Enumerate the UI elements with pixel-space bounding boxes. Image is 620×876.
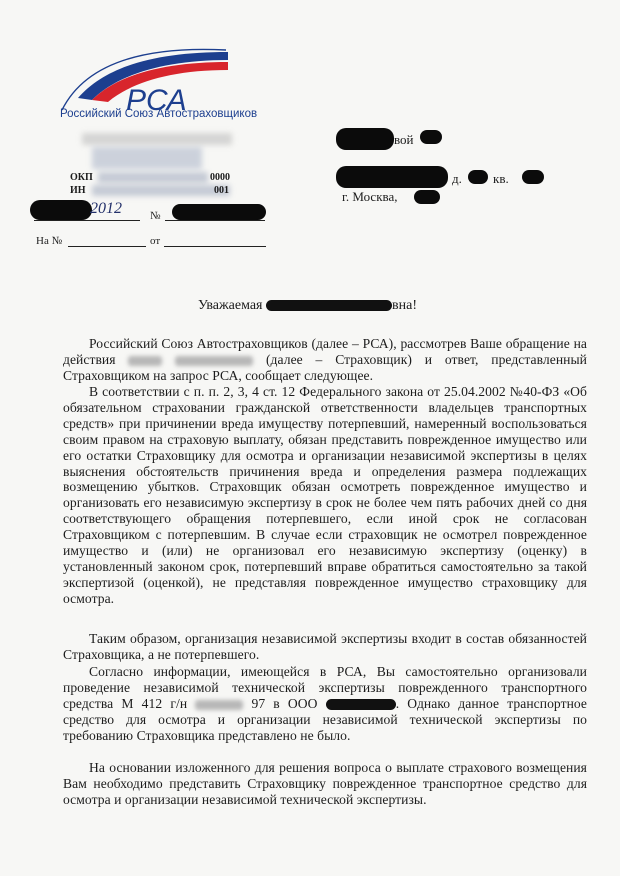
paragraph-4 xyxy=(63,664,587,744)
p1-part-1: Российский Союз Автостраховщиков (далее – РСА), рассмотрев Ваше обращение на действия xyxy=(63,336,587,367)
greeting xyxy=(198,298,417,314)
okpo-label: ОКП xyxy=(70,172,93,183)
reply-number-label: На № xyxy=(36,235,63,247)
p4-part-3: . Однако данное транспортное средство для осмотра и организации независимой технической экспертизы по требованию Страховщика представлено не было. xyxy=(63,695,587,743)
company-redaction xyxy=(326,699,396,710)
paragraph-3: Таким образом, организация независимой экспертизы входит в состав обязанностей Страховщика, а не потерпевшего. xyxy=(63,631,587,662)
addressee-name-redaction xyxy=(336,128,394,150)
greeting-suffix: вна! xyxy=(392,298,417,313)
number-redaction xyxy=(172,204,266,220)
house-redaction xyxy=(468,170,488,184)
p1-part-2: (далее – Страховщик) и ответ, представленный Страховщиком на запрос РСА, сообщает следующее. xyxy=(63,351,587,383)
okpo-value: 0000 xyxy=(210,172,230,183)
index-redaction xyxy=(414,190,440,204)
okpo-blurred xyxy=(98,172,208,183)
reply-from-label: от xyxy=(150,235,161,247)
paragraph-5: На основании изложенного для решения вопроса о выплате страхового возмещения Вам необходимо представить Страховщику поврежденное транспортное средство для осмотра и организации независимой технической экспертизы. xyxy=(63,760,587,807)
inn-blurred xyxy=(92,185,230,196)
number-label: № xyxy=(150,210,161,222)
inn-value: 001 xyxy=(214,185,229,196)
plate-redaction xyxy=(195,700,243,710)
org-address-blurred-2 xyxy=(92,147,202,169)
paragraph-1 xyxy=(63,336,587,384)
date-year: 2012 xyxy=(90,200,122,217)
addressee-line1: вой xyxy=(394,132,414,147)
date-redaction xyxy=(30,200,92,220)
greeting-prefix: Уважаемая xyxy=(198,298,263,313)
street-redaction xyxy=(336,166,448,188)
org-address-blurred xyxy=(82,133,232,145)
greeting-name-redaction xyxy=(266,300,392,311)
paragraph-2: В соответствии с п. п. 2, 3, 4 ст. 12 Федерального закона от 25.04.2002 №40-ФЗ «Об обязательном страховании гражданской ответственности владельцев транспортных средств» при причинении вреда имуществу потерпевший, намеренный воспользоваться своим правом на страховую выплату, обязан представить поврежденное имущество или его остатки Страховщику для осмотра и организации независимой экспертизы в целях выяснения обстоятельств причинения вреда и определения размера подлежащих возмещению убытков. Страховщик обязан осмотреть поврежденное имущество и организовать его независимую экспертизу в срок не более чем пять рабочих дней со дня соответствующего обращения потерпевшего, если иной срок не согласован Страховщиком с потерпевшим. В случае если страховщик не осмотрел поврежденное имущество и (или) не организовал его независимую экспертизу (оценку) в установленный законом срок, потерпевший вправе обратиться самостоятельно за такой экспертизой (оценкой), не представляя поврежденное имущество страховщику для осмотра. xyxy=(63,384,587,606)
p4-part-2: 97 в ООО xyxy=(251,695,318,711)
flat-redaction xyxy=(522,170,544,184)
org-name: Российский Союз Автостраховщиков xyxy=(60,108,258,120)
inn-label: ИН xyxy=(70,185,86,196)
addressee-house-label: д. xyxy=(452,171,462,186)
rsa-logo-text: РСА xyxy=(126,84,187,117)
addressee-name-redaction-2 xyxy=(420,130,442,144)
addressee-flat-label: кв. xyxy=(493,171,509,186)
insurer-redaction-1 xyxy=(128,356,162,366)
insurer-redaction-2 xyxy=(175,356,253,366)
p4-part-1: Согласно информации, имеющейся в РСА, Вы самостоятельно организовали проведение независимой технической экспертизы поврежденного транспортного средства М 412 г/н xyxy=(63,664,587,711)
addressee-city: г. Москва, xyxy=(342,189,398,204)
